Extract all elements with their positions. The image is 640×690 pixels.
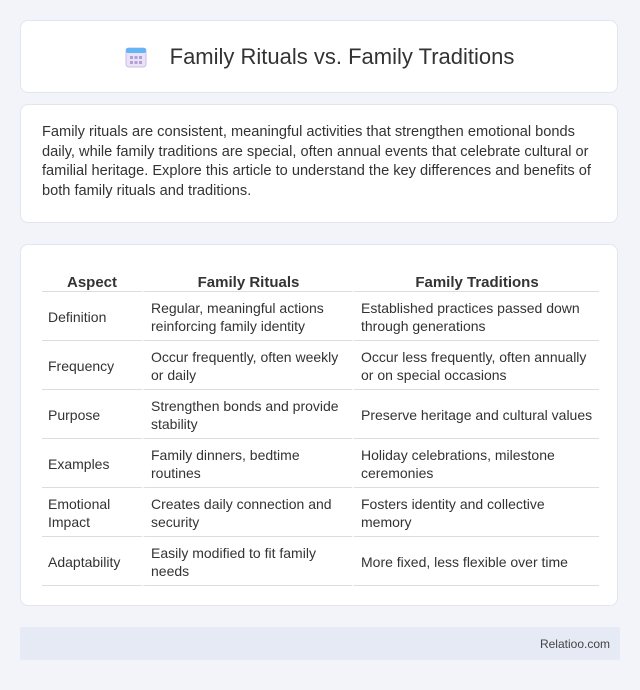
header-aspect: Aspect <box>42 265 142 292</box>
rituals-cell: Regular, meaningful actions reinforcing family identity <box>142 292 352 341</box>
aspect-cell: Definition <box>42 292 142 341</box>
traditions-cell: Established practices passed down through generations <box>352 292 599 341</box>
aspect-cell: Adaptability <box>42 537 142 586</box>
comparison-table <box>42 265 599 586</box>
footer-site-name: Relatioo.com <box>539 636 610 651</box>
rituals-cell: Easily modified to fit family needs <box>142 537 352 586</box>
table-row <box>42 488 599 537</box>
table-row <box>42 439 599 488</box>
aspect-cell: Frequency <box>42 341 142 390</box>
footer <box>20 627 620 660</box>
rituals-cell: Occur frequently, often weekly or daily <box>142 341 352 390</box>
table-row <box>42 537 599 586</box>
table-row <box>42 341 599 390</box>
aspect-cell: Purpose <box>42 390 142 439</box>
header-family-rituals: Family Rituals <box>142 265 352 292</box>
table-header-row <box>42 265 599 292</box>
rituals-cell: Family dinners, bedtime routines <box>142 439 352 488</box>
intro-card <box>20 104 618 223</box>
table-row <box>42 390 599 439</box>
traditions-cell: Holiday celebrations, milestone ceremonies <box>352 439 599 488</box>
intro-paragraph: Family rituals are consistent, meaningful activities that strengthen emotional bonds daily, while family traditions are special, often annual events that celebrate cultural or familial heritage. Explore this article to understand the key differences and benefits of both family rituals and traditions. <box>42 124 591 199</box>
aspect-cell: Emotional Impact <box>42 488 142 537</box>
traditions-cell: Fosters identity and collective memory <box>352 488 599 537</box>
title-card <box>20 20 618 93</box>
aspect-cell: Examples <box>42 439 142 488</box>
comparison-card <box>20 244 618 606</box>
rituals-cell: Creates daily connection and security <box>142 488 352 537</box>
traditions-cell: More fixed, less flexible over time <box>352 537 599 586</box>
calendar-icon <box>124 45 148 69</box>
header-family-traditions: Family Traditions <box>352 265 599 292</box>
table-row <box>42 292 599 341</box>
traditions-cell: Preserve heritage and cultural values <box>352 390 599 439</box>
rituals-cell: Strengthen bonds and provide stability <box>142 390 352 439</box>
page-title: Family Rituals vs. Family Traditions <box>169 43 515 69</box>
traditions-cell: Occur less frequently, often annually or on special occasions <box>352 341 599 390</box>
